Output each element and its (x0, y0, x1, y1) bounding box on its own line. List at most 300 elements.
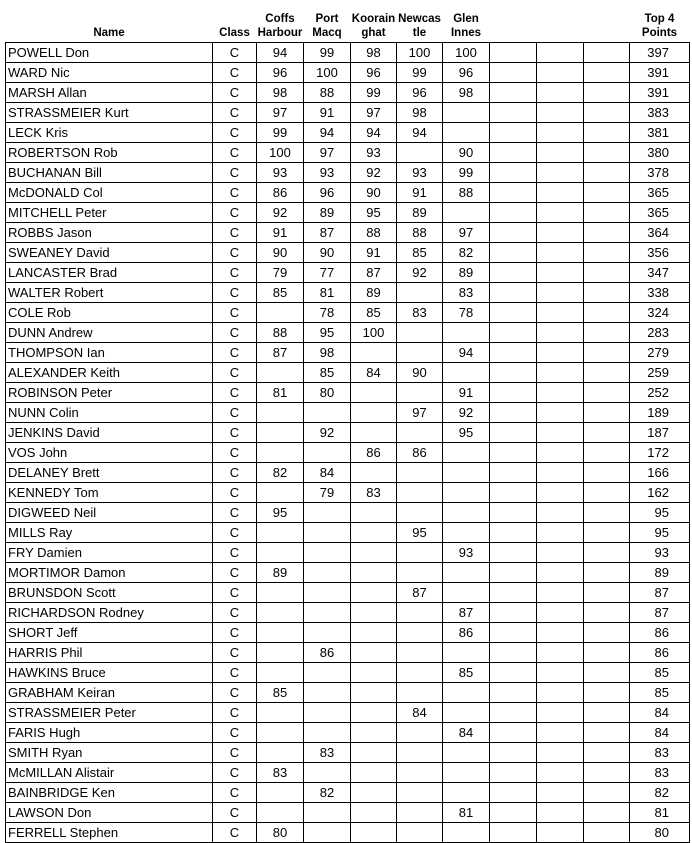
table-row (6, 223, 690, 243)
empty-cell (490, 243, 537, 263)
class-cell: C (213, 703, 257, 723)
newcastle-score (397, 423, 443, 443)
newcastle-score: 95 (397, 523, 443, 543)
koorainghat-score (351, 423, 397, 443)
empty-cell (584, 463, 630, 483)
coffs-harbour-score (257, 363, 304, 383)
table-row (6, 363, 690, 383)
class-cell: C (213, 443, 257, 463)
newcastle-score: 99 (397, 63, 443, 83)
competitor-name: THOMPSON Ian (6, 343, 213, 363)
port-macq-score (304, 523, 351, 543)
glen-innes-score (443, 103, 490, 123)
koorainghat-score: 93 (351, 143, 397, 163)
competitor-name: ROBERTSON Rob (6, 143, 213, 163)
class-cell: C (213, 803, 257, 823)
empty-cell (490, 423, 537, 443)
koorainghat-score (351, 663, 397, 683)
top4-points: 93 (630, 543, 690, 563)
newcastle-score: 89 (397, 203, 443, 223)
class-cell: C (213, 563, 257, 583)
empty-cell (490, 143, 537, 163)
koorainghat-score: 97 (351, 103, 397, 123)
coffs-harbour-score: 85 (257, 283, 304, 303)
table-row (6, 103, 690, 123)
competitor-name: WARD Nic (6, 63, 213, 83)
empty-cell (584, 223, 630, 243)
coffs-harbour-score: 81 (257, 383, 304, 403)
empty-cell (584, 163, 630, 183)
empty-cell (537, 183, 584, 203)
glen-innes-score: 94 (443, 343, 490, 363)
koorainghat-score: 100 (351, 323, 397, 343)
koorainghat-score (351, 543, 397, 563)
empty-cell (584, 643, 630, 663)
newcastle-score: 84 (397, 703, 443, 723)
coffs-harbour-score: 82 (257, 463, 304, 483)
port-macq-score (304, 723, 351, 743)
glen-innes-score: 90 (443, 143, 490, 163)
glen-innes-score: 83 (443, 283, 490, 303)
table-row (6, 483, 690, 503)
empty-cell (490, 523, 537, 543)
coffs-harbour-score: 89 (257, 563, 304, 583)
empty-cell (584, 43, 630, 63)
class-cell: C (213, 723, 257, 743)
port-macq-score: 79 (304, 483, 351, 503)
empty-cell (537, 303, 584, 323)
empty-cell (584, 723, 630, 743)
port-macq-score: 94 (304, 123, 351, 143)
port-macq-score (304, 823, 351, 843)
newcastle-column-header (397, 0, 443, 43)
empty-cell (537, 743, 584, 763)
glen-innes-score (443, 523, 490, 543)
empty-cell (537, 123, 584, 143)
empty-cell (490, 543, 537, 563)
glen-innes-score: 92 (443, 403, 490, 423)
class-cell: C (213, 683, 257, 703)
empty-cell (537, 323, 584, 343)
class-cell: C (213, 83, 257, 103)
top4-points: 383 (630, 103, 690, 123)
empty-cell (584, 383, 630, 403)
koorainghat-score (351, 563, 397, 583)
coffs-harbour-score (257, 523, 304, 543)
class-cell: C (213, 503, 257, 523)
glen-innes-score (443, 583, 490, 603)
competitor-name: DUNN Andrew (6, 323, 213, 343)
newcastle-score: 90 (397, 363, 443, 383)
top4-points: 84 (630, 723, 690, 743)
table-row (6, 803, 690, 823)
coffs-harbour-score: 93 (257, 163, 304, 183)
empty-cell (584, 763, 630, 783)
empty-cell (584, 803, 630, 823)
empty-cell (537, 723, 584, 743)
coffs-harbour-score (257, 623, 304, 643)
header-line: Glen (453, 13, 479, 25)
coffs-harbour-score (257, 803, 304, 823)
empty-cell (537, 143, 584, 163)
header-line: ghat (361, 27, 386, 39)
empty-cell (584, 403, 630, 423)
table-row (6, 163, 690, 183)
newcastle-score: 88 (397, 223, 443, 243)
empty-cell (584, 343, 630, 363)
glen-innes-score: 91 (443, 383, 490, 403)
competitor-name: McMILLAN Alistair (6, 763, 213, 783)
top4-points: 356 (630, 243, 690, 263)
class-cell: C (213, 603, 257, 623)
top4-points: 391 (630, 63, 690, 83)
empty-cell (584, 603, 630, 623)
newcastle-score (397, 663, 443, 683)
port-macq-score: 78 (304, 303, 351, 323)
top4-points: 86 (630, 623, 690, 643)
glen-innes-score: 97 (443, 223, 490, 243)
newcastle-score: 85 (397, 243, 443, 263)
top4-points: 279 (630, 343, 690, 363)
competitor-name: ROBBS Jason (6, 223, 213, 243)
competitor-name: ROBINSON Peter (6, 383, 213, 403)
header-line: Innes (450, 27, 482, 39)
competitor-name: FRY Damien (6, 543, 213, 563)
top4-points: 378 (630, 163, 690, 183)
empty-cell (584, 563, 630, 583)
glen-innes-score (443, 643, 490, 663)
table-row (6, 463, 690, 483)
glen-innes-score: 78 (443, 303, 490, 323)
competitor-name: SMITH Ryan (6, 743, 213, 763)
header-line: Coffs (265, 13, 295, 25)
glen-innes-score: 96 (443, 63, 490, 83)
port-macq-score: 80 (304, 383, 351, 403)
empty-cell (537, 543, 584, 563)
empty-cell (490, 283, 537, 303)
competitor-name: STRASSMEIER Peter (6, 703, 213, 723)
top4-points: 85 (630, 663, 690, 683)
competitor-name: COLE Rob (6, 303, 213, 323)
empty-cell (584, 263, 630, 283)
empty-cell (490, 223, 537, 243)
port-macq-score: 86 (304, 643, 351, 663)
empty-cell (490, 563, 537, 583)
header-line: Macq (312, 27, 342, 39)
empty-cell (490, 623, 537, 643)
empty-cell (537, 683, 584, 703)
empty-cell (584, 503, 630, 523)
glen-innes-score: 95 (443, 423, 490, 443)
coffs-harbour-score (257, 783, 304, 803)
port-macq-score (304, 603, 351, 623)
empty-cell (537, 483, 584, 503)
empty-cell (537, 763, 584, 783)
table-row (6, 763, 690, 783)
table-row (6, 703, 690, 723)
blank-column-header (490, 0, 537, 43)
coffs-harbour-score: 86 (257, 183, 304, 203)
table-row (6, 383, 690, 403)
koorainghat-score: 99 (351, 83, 397, 103)
header-line: Koorain (351, 13, 396, 25)
name-column-header: Name (93, 27, 125, 39)
glen-innes-score: 88 (443, 183, 490, 203)
competitor-name: SHORT Jeff (6, 623, 213, 643)
empty-cell (490, 403, 537, 423)
newcastle-score (397, 743, 443, 763)
koorainghat-score (351, 723, 397, 743)
newcastle-score: 100 (397, 43, 443, 63)
top4-points: 380 (630, 143, 690, 163)
blank-column-header (537, 0, 584, 43)
koorainghat-score: 84 (351, 363, 397, 383)
glen-innes-score (443, 743, 490, 763)
koorainghat-score (351, 623, 397, 643)
port-macq-score (304, 443, 351, 463)
competitor-name: ALEXANDER Keith (6, 363, 213, 383)
koorainghat-score (351, 683, 397, 703)
competitor-name: BUCHANAN Bill (6, 163, 213, 183)
coffs-harbour-score (257, 303, 304, 323)
table-row (6, 623, 690, 643)
newcastle-score (397, 463, 443, 483)
top4-points: 324 (630, 303, 690, 323)
class-cell: C (213, 663, 257, 683)
newcastle-score (397, 603, 443, 623)
port-macq-score: 83 (304, 743, 351, 763)
glen-innes-score (443, 323, 490, 343)
empty-cell (490, 163, 537, 183)
glen-innes-score: 89 (443, 263, 490, 283)
class-cell: C (213, 223, 257, 243)
koorainghat-score: 92 (351, 163, 397, 183)
coffs-harbour-score: 90 (257, 243, 304, 263)
koorainghat-score (351, 503, 397, 523)
newcastle-score: 98 (397, 103, 443, 123)
newcastle-score: 94 (397, 123, 443, 143)
newcastle-score: 92 (397, 263, 443, 283)
koorainghat-score: 96 (351, 63, 397, 83)
top4-points: 82 (630, 783, 690, 803)
newcastle-score (397, 383, 443, 403)
competitor-name: FERRELL Stephen (6, 823, 213, 843)
table-row (6, 43, 690, 63)
competitor-name: LAWSON Don (6, 803, 213, 823)
port-macq-score: 81 (304, 283, 351, 303)
empty-cell (537, 803, 584, 823)
competitor-name: VOS John (6, 443, 213, 463)
header-line: Harbour (257, 27, 303, 39)
port-macq-column-header (304, 0, 351, 43)
competitor-name: BRUNSDON Scott (6, 583, 213, 603)
port-macq-score (304, 543, 351, 563)
empty-cell (490, 783, 537, 803)
empty-cell (584, 783, 630, 803)
class-cell: C (213, 823, 257, 843)
coffs-harbour-score (257, 543, 304, 563)
table-row (6, 503, 690, 523)
coffs-harbour-score: 98 (257, 83, 304, 103)
competitor-name: RICHARDSON Rodney (6, 603, 213, 623)
glen-innes-score (443, 783, 490, 803)
port-macq-score (304, 803, 351, 823)
empty-cell (537, 163, 584, 183)
empty-cell (537, 523, 584, 543)
table-row (6, 543, 690, 563)
class-cell: C (213, 403, 257, 423)
empty-cell (490, 63, 537, 83)
coffs-harbour-score (257, 743, 304, 763)
empty-cell (584, 363, 630, 383)
glen-innes-score: 100 (443, 43, 490, 63)
competitor-name: POWELL Don (6, 43, 213, 63)
top4-points: 85 (630, 683, 690, 703)
glen-innes-score (443, 763, 490, 783)
port-macq-score (304, 703, 351, 723)
coffs-harbour-score: 83 (257, 763, 304, 783)
class-cell: C (213, 203, 257, 223)
top4-points: 365 (630, 183, 690, 203)
competitor-name: MORTIMOR Damon (6, 563, 213, 583)
glen-innes-score (443, 563, 490, 583)
coffs-harbour-score (257, 603, 304, 623)
empty-cell (584, 303, 630, 323)
empty-cell (490, 343, 537, 363)
table-row (6, 343, 690, 363)
port-macq-score: 97 (304, 143, 351, 163)
table-row (6, 823, 690, 843)
top4-points: 364 (630, 223, 690, 243)
class-cell: C (213, 343, 257, 363)
coffs-harbour-score: 80 (257, 823, 304, 843)
empty-cell (490, 443, 537, 463)
top4-points: 338 (630, 283, 690, 303)
empty-cell (537, 583, 584, 603)
koorainghat-score (351, 583, 397, 603)
newcastle-score (397, 283, 443, 303)
coffs-harbour-score (257, 703, 304, 723)
glen-innes-score (443, 123, 490, 143)
glen-innes-score: 82 (443, 243, 490, 263)
port-macq-score: 92 (304, 423, 351, 443)
empty-cell (537, 603, 584, 623)
koorainghat-score: 88 (351, 223, 397, 243)
newcastle-score (397, 823, 443, 843)
table-row (6, 323, 690, 343)
koorainghat-score (351, 403, 397, 423)
class-cell: C (213, 383, 257, 403)
koorainghat-score (351, 823, 397, 843)
empty-cell (584, 83, 630, 103)
empty-cell (537, 43, 584, 63)
competitor-name: HAWKINS Bruce (6, 663, 213, 683)
top4-points: 83 (630, 763, 690, 783)
newcastle-score: 97 (397, 403, 443, 423)
empty-cell (490, 383, 537, 403)
empty-cell (490, 803, 537, 823)
table-row (6, 303, 690, 323)
newcastle-score: 83 (397, 303, 443, 323)
empty-cell (490, 663, 537, 683)
glen-innes-score: 86 (443, 623, 490, 643)
class-cell: C (213, 243, 257, 263)
empty-cell (584, 323, 630, 343)
coffs-harbour-score (257, 723, 304, 743)
empty-cell (490, 43, 537, 63)
empty-cell (537, 663, 584, 683)
class-cell: C (213, 123, 257, 143)
empty-cell (490, 463, 537, 483)
newcastle-score: 96 (397, 83, 443, 103)
table-row (6, 743, 690, 763)
empty-cell (584, 123, 630, 143)
newcastle-score (397, 643, 443, 663)
glen-innes-score: 98 (443, 83, 490, 103)
top4-points: 84 (630, 703, 690, 723)
port-macq-score (304, 663, 351, 683)
top4-points: 83 (630, 743, 690, 763)
empty-cell (584, 623, 630, 643)
empty-cell (490, 703, 537, 723)
competitor-name: MILLS Ray (6, 523, 213, 543)
empty-cell (490, 103, 537, 123)
koorainghat-score (351, 743, 397, 763)
newcastle-score: 93 (397, 163, 443, 183)
empty-cell (537, 363, 584, 383)
top4-points: 89 (630, 563, 690, 583)
glen-innes-score: 81 (443, 803, 490, 823)
glen-innes-score: 99 (443, 163, 490, 183)
empty-cell (584, 203, 630, 223)
empty-cell (584, 683, 630, 703)
port-macq-score: 99 (304, 43, 351, 63)
coffs-harbour-score (257, 443, 304, 463)
top4-points: 259 (630, 363, 690, 383)
coffs-harbour-score: 97 (257, 103, 304, 123)
empty-cell (490, 743, 537, 763)
top4-points: 381 (630, 123, 690, 143)
port-macq-score: 98 (304, 343, 351, 363)
empty-cell (537, 383, 584, 403)
glen-innes-score (443, 703, 490, 723)
class-cell: C (213, 543, 257, 563)
header-row (6, 0, 690, 43)
empty-cell (490, 303, 537, 323)
coffs-harbour-score: 79 (257, 263, 304, 283)
koorainghat-score (351, 383, 397, 403)
table-row (6, 523, 690, 543)
empty-cell (584, 283, 630, 303)
empty-cell (537, 443, 584, 463)
newcastle-score (397, 683, 443, 703)
empty-cell (584, 703, 630, 723)
top4-points: 397 (630, 43, 690, 63)
top4-points: 189 (630, 403, 690, 423)
empty-cell (584, 63, 630, 83)
class-cell: C (213, 743, 257, 763)
coffs-harbour-column-header (257, 0, 304, 43)
koorainghat-score: 90 (351, 183, 397, 203)
blank-column-header (584, 0, 630, 43)
newcastle-score (397, 803, 443, 823)
newcastle-score (397, 763, 443, 783)
koorainghat-score (351, 803, 397, 823)
competitor-name: BAINBRIDGE Ken (6, 783, 213, 803)
coffs-harbour-score (257, 643, 304, 663)
class-cell: C (213, 763, 257, 783)
competitor-name: LECK Kris (6, 123, 213, 143)
